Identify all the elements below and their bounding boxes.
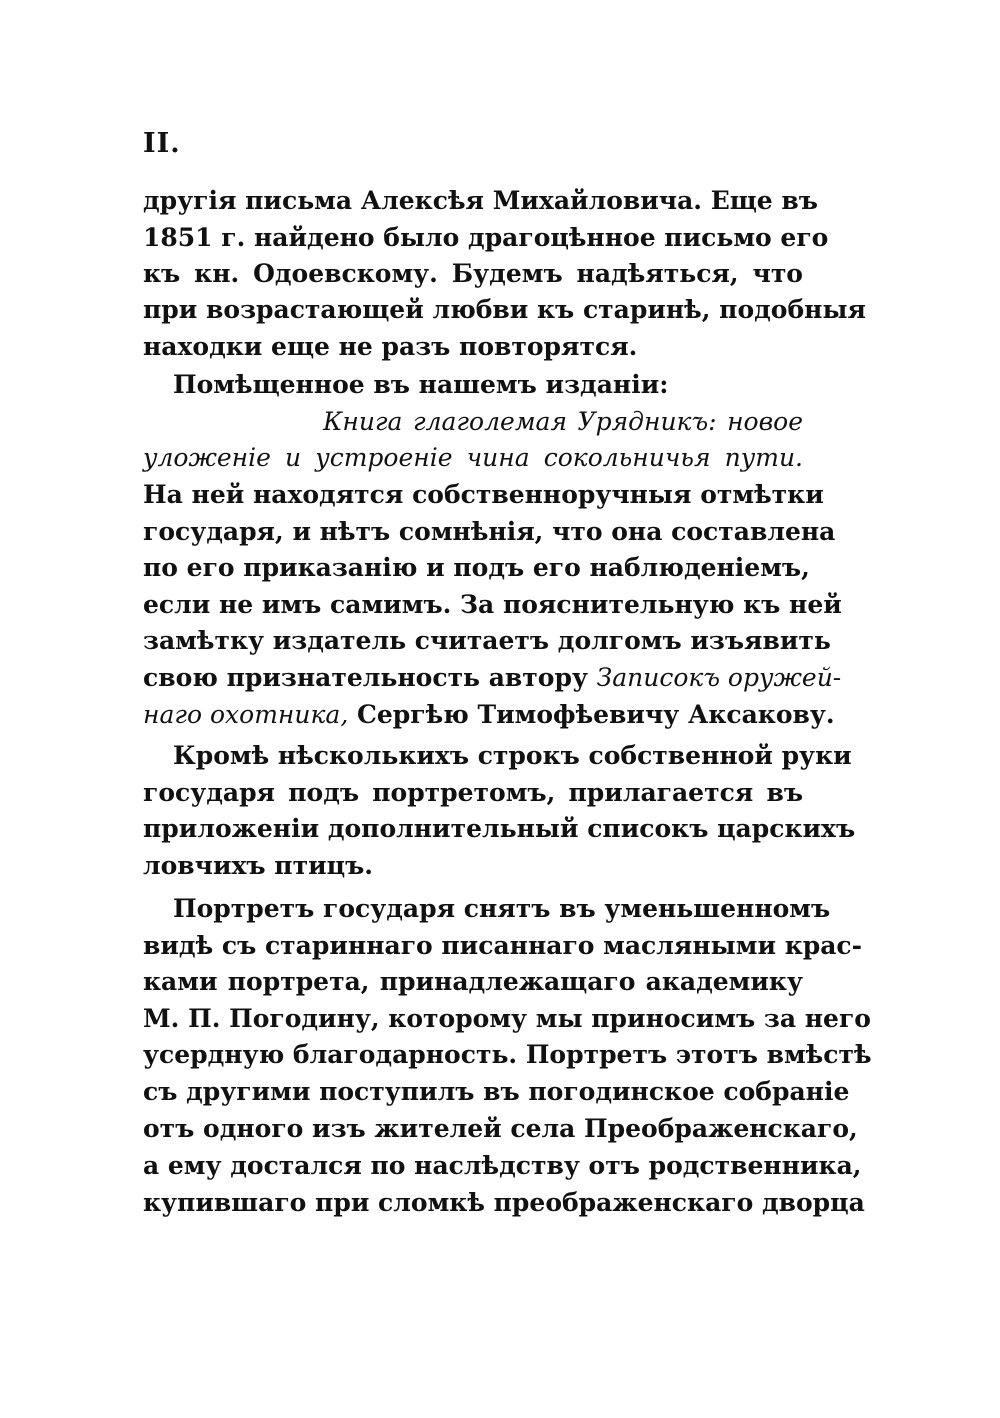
text-line: М. П. Погодину, которому мы приносимъ за него bbox=[143, 1004, 871, 1033]
text-line: съ другими поступилъ въ погодинское собраніе bbox=[143, 1077, 850, 1106]
text-line: купившаго при сломкѣ преображенскаго дворца bbox=[143, 1188, 865, 1217]
text-line: государя подъ портретомъ, прилагается въ bbox=[143, 778, 803, 807]
text-line: Помѣщенное въ нашемъ изданіи: bbox=[173, 370, 669, 399]
text-line: видѣ съ стариннаго писаннаго масляными крас- bbox=[143, 931, 863, 960]
text-line: при возрастающей любви къ старинѣ, подобныя bbox=[143, 295, 866, 324]
text-line: Портретъ государя снятъ въ уменьшенномъ bbox=[173, 894, 831, 923]
text-segment: Сергѣю Тимофѣевичу Аксакову. bbox=[348, 700, 835, 729]
page-number: II. bbox=[143, 128, 181, 159]
text-line: къ кн. Одоевскому. Будемъ надѣяться, что bbox=[143, 259, 803, 288]
text-line: другія письма Алексѣя Михайловича. Еще въ bbox=[143, 186, 818, 215]
text-line: усердную благодарность. Портретъ этотъ вмѣстѣ bbox=[143, 1040, 872, 1069]
text-line: по его приказанію и подъ его наблюденіемъ, bbox=[143, 553, 810, 582]
text-line: приложеніи дополнительный списокъ царскихъ bbox=[143, 814, 856, 843]
text-line: замѣтку издатель считаетъ долгомъ изъявить bbox=[143, 626, 831, 655]
italic-title-segment: Записокъ оружей- bbox=[596, 663, 842, 692]
text-line: Кромѣ нѣсколькихъ строкъ собственной руки bbox=[173, 741, 852, 770]
text-line: ловчихъ птицъ. bbox=[143, 851, 373, 880]
book-title-line: уложеніе и устроеніе чина сокольничья пути. bbox=[143, 443, 803, 472]
text-segment: свою признательность автору bbox=[143, 663, 597, 692]
text-line: На ней находятся собственноручныя отмѣтки bbox=[143, 480, 824, 509]
text-line: если не имъ самимъ. За пояснительную къ ней bbox=[143, 590, 842, 619]
text-line: а ему достался по наслѣдству отъ родственника, bbox=[143, 1151, 862, 1180]
book-title-line: Книга глаголемая Урядникъ: новое bbox=[323, 407, 803, 436]
text-line-mixed bbox=[143, 660, 842, 696]
text-line: ками портрета, принадлежащаго академику bbox=[143, 967, 803, 996]
text-line: 1851 г. найдено было драгоцѣнное письмо его bbox=[143, 223, 829, 252]
text-line: находки еще не разъ повторятся. bbox=[143, 332, 638, 361]
text-line: государя, и нѣтъ сомнѣнія, что она составлена bbox=[143, 517, 836, 546]
text-line: отъ одного изъ жителей села Преображенскаго, bbox=[143, 1114, 858, 1143]
italic-title-segment: наго охотника, bbox=[143, 700, 349, 729]
text-line-mixed bbox=[143, 697, 835, 733]
